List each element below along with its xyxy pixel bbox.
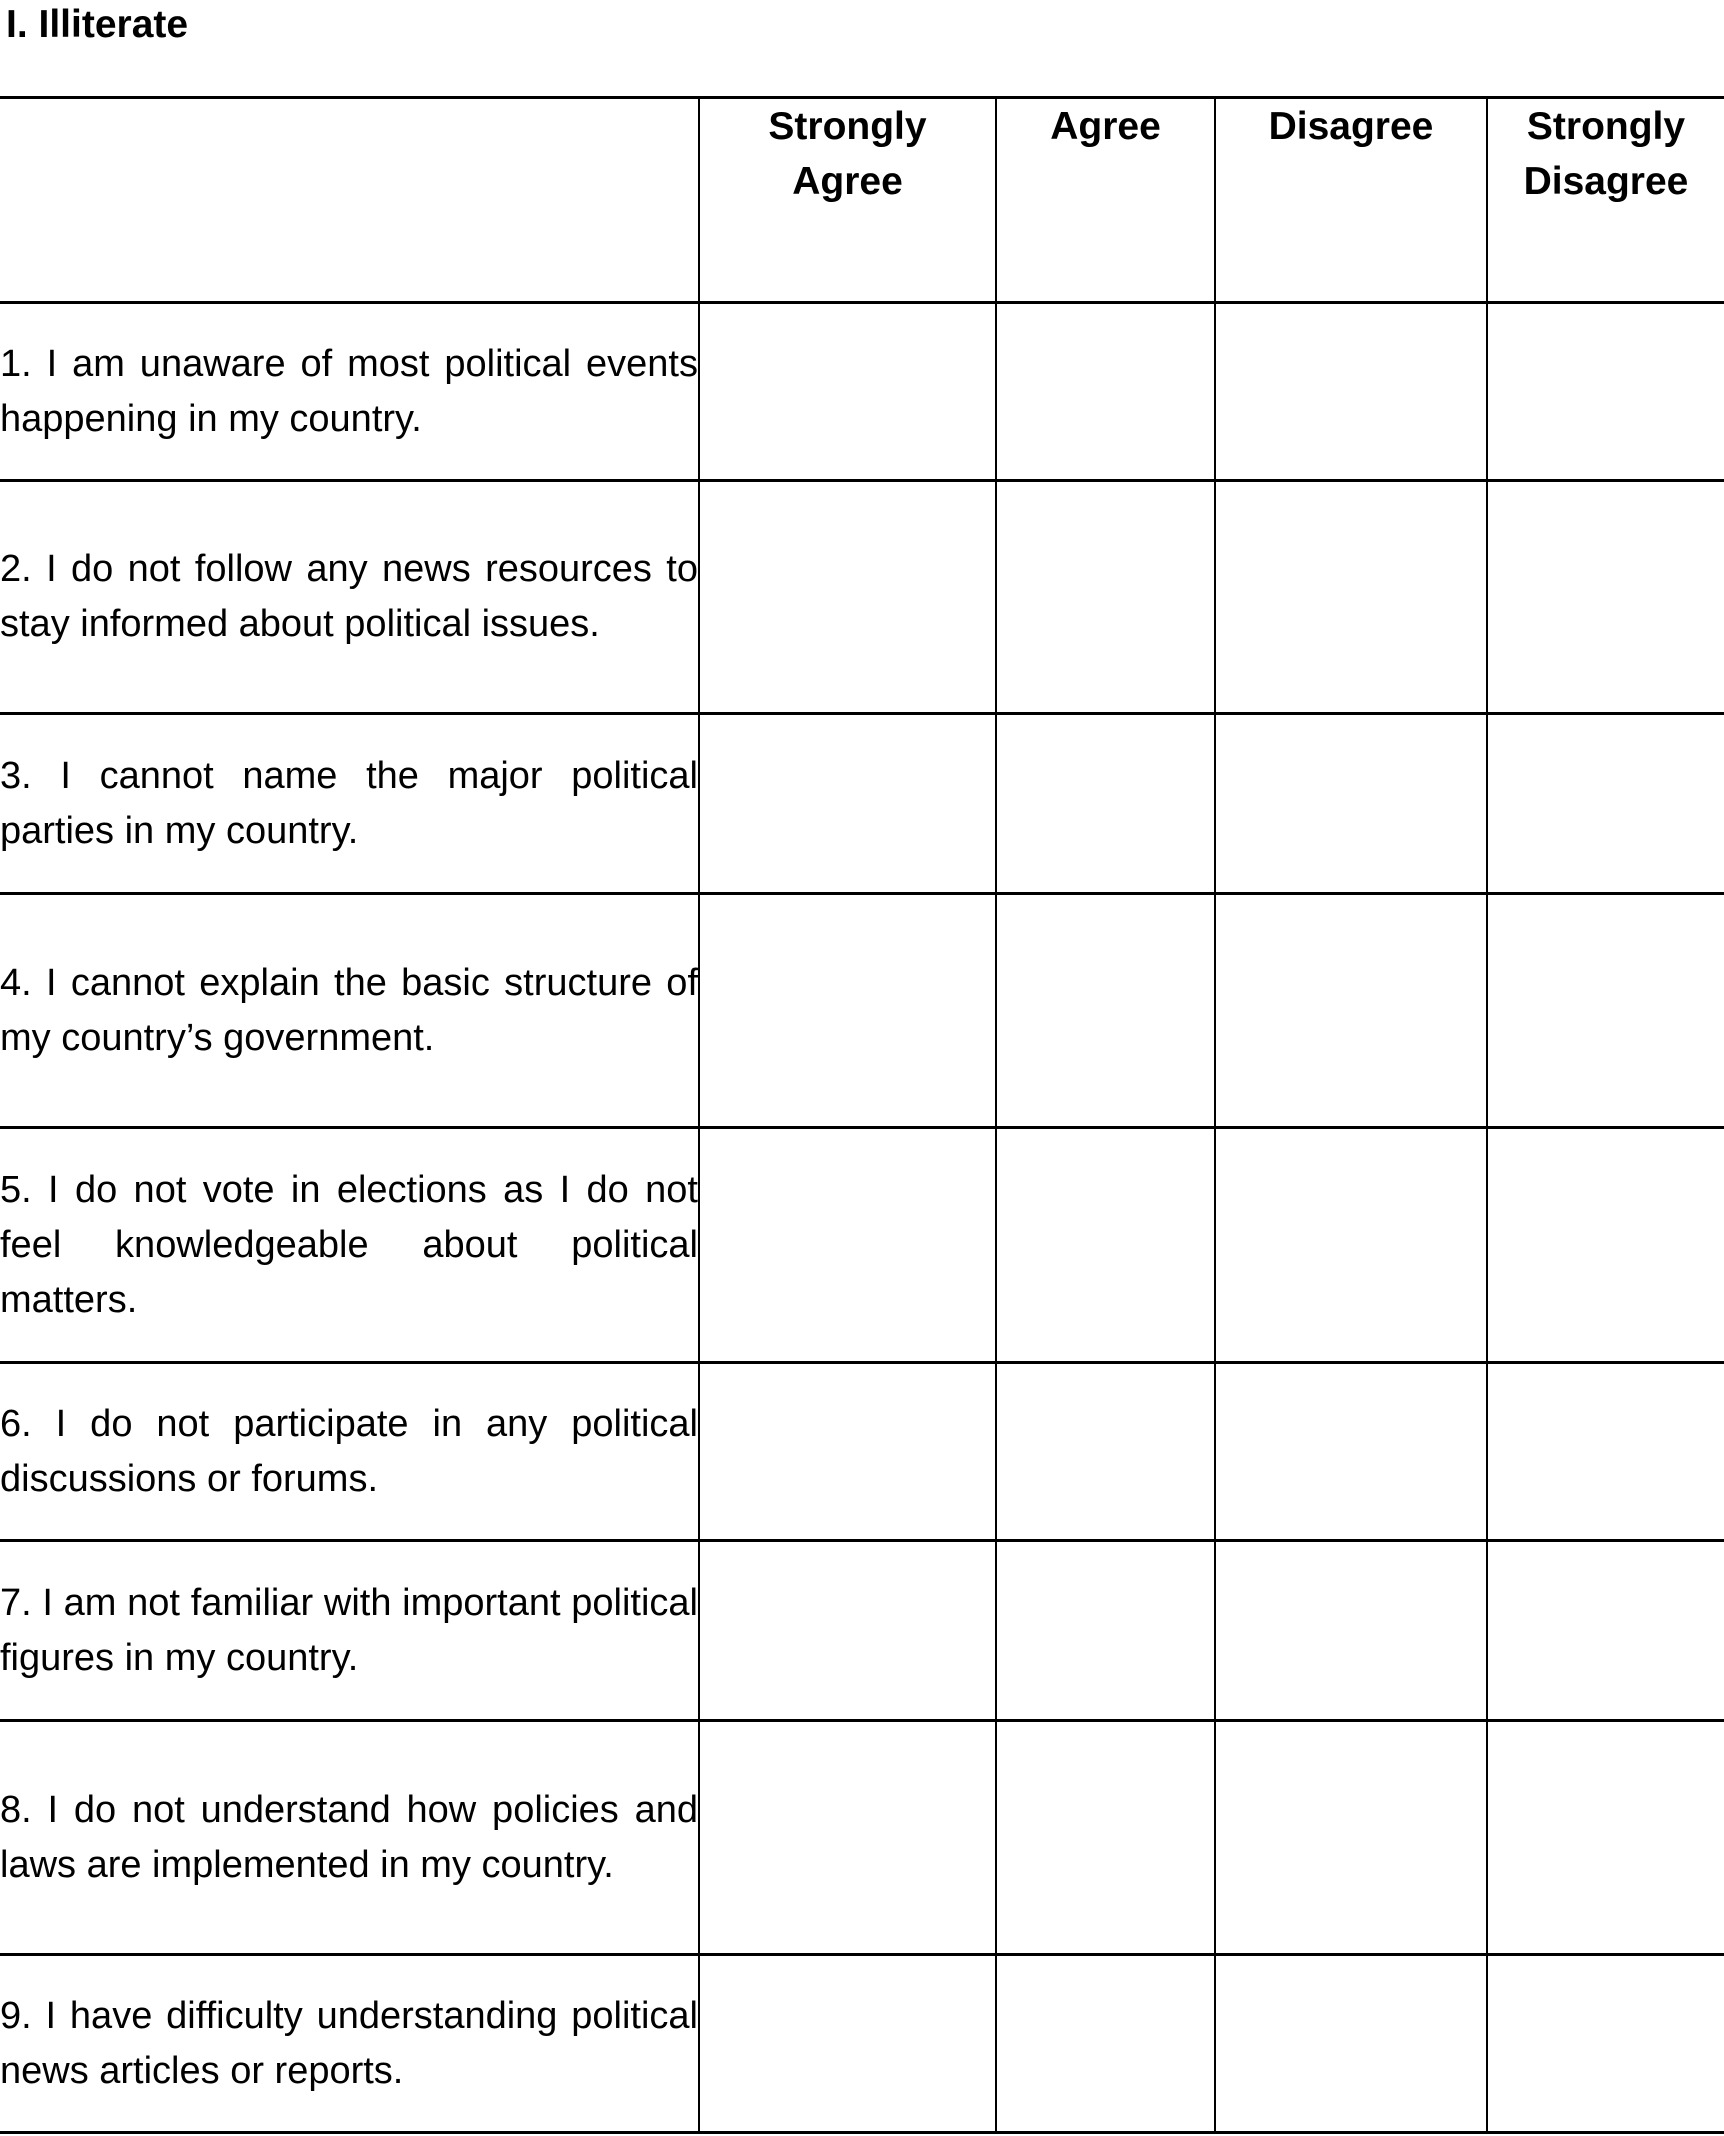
table-row <box>0 303 1724 481</box>
statement-4: 4. I cannot explain the basic structure of my country’s government. <box>0 894 699 1128</box>
response-agree[interactable] <box>996 1541 1215 1721</box>
response-strongly-agree[interactable] <box>699 894 996 1128</box>
table-row <box>0 1541 1724 1721</box>
statement-2: 2. I do not follow any news resources to stay informed about political issues. <box>0 481 699 714</box>
response-agree[interactable] <box>996 303 1215 481</box>
response-disagree[interactable] <box>1215 1721 1487 1955</box>
response-strongly-agree[interactable] <box>699 1955 996 2133</box>
response-strongly-disagree[interactable] <box>1487 481 1724 714</box>
statement-5: 5. I do not vote in elections as I do not feel knowledgeable about political matters. <box>0 1128 699 1363</box>
table-row <box>0 1128 1724 1363</box>
response-disagree[interactable] <box>1215 1541 1487 1721</box>
response-disagree[interactable] <box>1215 714 1487 894</box>
response-disagree[interactable] <box>1215 303 1487 481</box>
response-agree[interactable] <box>996 1955 1215 2133</box>
response-strongly-disagree[interactable] <box>1487 894 1724 1128</box>
table-row <box>0 894 1724 1128</box>
header-strongly-disagree: Strongly Disagree <box>1487 98 1724 303</box>
header-statement <box>0 98 699 303</box>
response-disagree[interactable] <box>1215 1955 1487 2133</box>
table-row <box>0 481 1724 714</box>
statement-6: 6. I do not participate in any political discussions or forums. <box>0 1363 699 1541</box>
response-strongly-disagree[interactable] <box>1487 1541 1724 1721</box>
response-strongly-disagree[interactable] <box>1487 1721 1724 1955</box>
table-row <box>0 1955 1724 2133</box>
header-strongly-agree: Strongly Agree <box>699 98 996 303</box>
response-strongly-disagree[interactable] <box>1487 1363 1724 1541</box>
header-disagree: Disagree <box>1215 98 1487 303</box>
response-strongly-agree[interactable] <box>699 1128 996 1363</box>
statement-8: 8. I do not understand how policies and laws are implemented in my country. <box>0 1721 699 1955</box>
response-strongly-disagree[interactable] <box>1487 714 1724 894</box>
response-strongly-agree[interactable] <box>699 1363 996 1541</box>
statement-7: 7. I am not familiar with important political figures in my country. <box>0 1541 699 1721</box>
response-strongly-agree[interactable] <box>699 303 996 481</box>
response-disagree[interactable] <box>1215 1363 1487 1541</box>
likert-table <box>0 96 1724 2134</box>
response-strongly-agree[interactable] <box>699 1721 996 1955</box>
response-disagree[interactable] <box>1215 1128 1487 1363</box>
response-agree[interactable] <box>996 1721 1215 1955</box>
response-disagree[interactable] <box>1215 894 1487 1128</box>
response-strongly-disagree[interactable] <box>1487 1955 1724 2133</box>
response-strongly-disagree[interactable] <box>1487 1128 1724 1363</box>
response-strongly-agree[interactable] <box>699 1541 996 1721</box>
response-strongly-disagree[interactable] <box>1487 303 1724 481</box>
response-strongly-agree[interactable] <box>699 714 996 894</box>
statement-9: 9. I have difficulty understanding political news articles or reports. <box>0 1955 699 2133</box>
section-title: I. Illiterate <box>6 3 189 46</box>
header-agree: Agree <box>996 98 1215 303</box>
response-disagree[interactable] <box>1215 481 1487 714</box>
table-row <box>0 714 1724 894</box>
response-agree[interactable] <box>996 714 1215 894</box>
response-agree[interactable] <box>996 481 1215 714</box>
statement-1: 1. I am unaware of most political events happening in my country. <box>0 303 699 481</box>
table-row <box>0 1721 1724 1955</box>
response-agree[interactable] <box>996 894 1215 1128</box>
response-agree[interactable] <box>996 1128 1215 1363</box>
statement-3: 3. I cannot name the major political parties in my country. <box>0 714 699 894</box>
response-strongly-agree[interactable] <box>699 481 996 714</box>
response-agree[interactable] <box>996 1363 1215 1541</box>
table-row <box>0 1363 1724 1541</box>
header-row <box>0 98 1724 303</box>
